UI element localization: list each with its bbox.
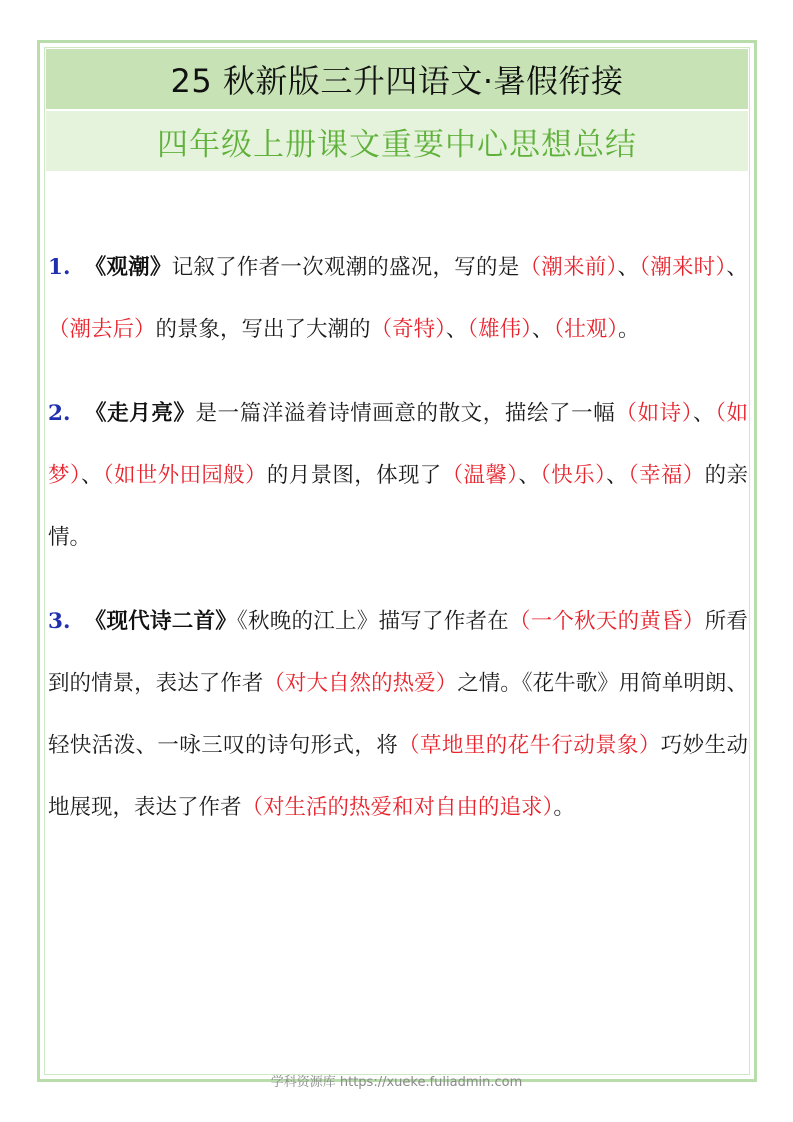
answer-bracket: （ [508, 609, 531, 634]
body-text: 。 [553, 795, 575, 820]
answer-text: 壮观 [564, 317, 608, 342]
answer-bracket: ） [594, 463, 607, 488]
answer-text: 一个秋天的黄昏 [530, 609, 683, 634]
body-text: 是一篇洋溢着诗情画意的散文，描绘了一幅 [195, 401, 616, 426]
body-text: 。 [617, 317, 640, 342]
answer-bracket: ） [134, 317, 156, 342]
answer-text: 温馨 [463, 463, 508, 488]
answer-bracket: ） [69, 463, 81, 488]
answer-bracket: ） [435, 671, 458, 696]
answer-bracket: ） [606, 255, 618, 280]
summary-item-3 [48, 591, 748, 839]
body-text: 、 [726, 255, 748, 280]
body-text: 所看到的情景，表达了作者 [48, 609, 748, 696]
body-text: 巧妙生动地展现，表达了作者 [48, 733, 748, 820]
answer-bracket: ） [435, 317, 446, 342]
page-title: 25 秋新版三升四语文·暑假衔接 [46, 49, 748, 109]
answer-bracket: ） [638, 733, 661, 758]
answer-bracket: ） [521, 317, 532, 342]
answer-bracket: （ [441, 463, 464, 488]
body-text: 、 [693, 401, 716, 426]
answer-bracket: （ [615, 401, 638, 426]
body-text: 、 [617, 255, 640, 280]
answer-text: 幸福 [639, 463, 683, 488]
answer-text: 潮来时 [650, 255, 716, 280]
answer-bracket: （ [553, 317, 565, 342]
item-number: 1. [48, 255, 71, 280]
answer-text: 如梦 [48, 401, 748, 488]
body-text: 的月景图，体现了 [266, 463, 442, 488]
body-text: 、 [80, 463, 103, 488]
answer-text: 雄伟 [478, 317, 522, 342]
answer-bracket: ） [682, 463, 705, 488]
body-text: 之情。《花牛歌》用简单明朗、轻快活泼、一咏三叹的诗句形式，将 [48, 671, 748, 758]
body-text: 记叙了作者一次观潮的盛况，写的是 [171, 255, 520, 280]
answer-bracket: （ [540, 463, 552, 488]
answer-bracket: ） [681, 401, 693, 426]
lesson-title: 《现代诗二首》 [84, 609, 237, 634]
body-text: 《秋晚的江上》描写了作者在 [236, 609, 509, 634]
answer-bracket: （ [241, 795, 264, 820]
body-text: 、 [606, 463, 628, 488]
page-subtitle: 四年级上册课文重要中心思想总结 [46, 111, 748, 171]
answer-bracket: ） [715, 255, 727, 280]
body-text: 、 [518, 463, 541, 488]
answer-text: 对大自然的热爱 [284, 671, 436, 696]
answer-text: 奇特 [392, 317, 436, 342]
content-body [48, 237, 748, 861]
answer-bracket: （ [519, 255, 542, 280]
answer-bracket: （ [715, 401, 727, 426]
body-text: 的景象，写出了大潮的 [155, 317, 371, 342]
answer-text: 潮去后 [69, 317, 135, 342]
answer-bracket: （ [639, 255, 651, 280]
answer-bracket: （ [627, 463, 640, 488]
answer-bracket: ） [607, 317, 618, 342]
answer-bracket: ） [542, 795, 554, 820]
answer-bracket: （ [370, 317, 393, 342]
footer-source: 学科资源库 https://xueke.fuliadmin.com [270, 1075, 523, 1090]
lesson-title: 《观潮》 [84, 255, 172, 280]
item-text [48, 609, 748, 820]
lesson-title: 《走月亮》 [84, 401, 196, 426]
item-number: 3. [48, 609, 71, 634]
body-text: 、 [445, 317, 468, 342]
answer-bracket: ） [682, 609, 705, 634]
answer-text: 草地里的花牛行动景象 [420, 733, 639, 758]
item-text [48, 255, 748, 342]
answer-text: 如世外田园般 [113, 463, 246, 488]
answer-bracket: （ [48, 317, 70, 342]
answer-text: 对生活的热爱和对自由的追求 [263, 795, 543, 820]
answer-bracket: （ [263, 671, 285, 696]
answer-bracket: ） [245, 463, 267, 488]
answer-bracket: （ [398, 733, 421, 758]
answer-text: 快乐 [551, 463, 595, 488]
answer-text: 如诗 [637, 401, 682, 426]
item-text [48, 401, 748, 550]
summary-item-1 [48, 237, 748, 361]
answer-bracket: （ [467, 317, 479, 342]
summary-item-2 [48, 383, 748, 569]
answer-bracket: （ [102, 463, 114, 488]
item-number: 2. [48, 401, 71, 426]
answer-bracket: ） [507, 463, 519, 488]
body-text: 的亲情。 [48, 463, 748, 550]
body-text: 、 [531, 317, 554, 342]
answer-text: 潮来前 [541, 255, 607, 280]
